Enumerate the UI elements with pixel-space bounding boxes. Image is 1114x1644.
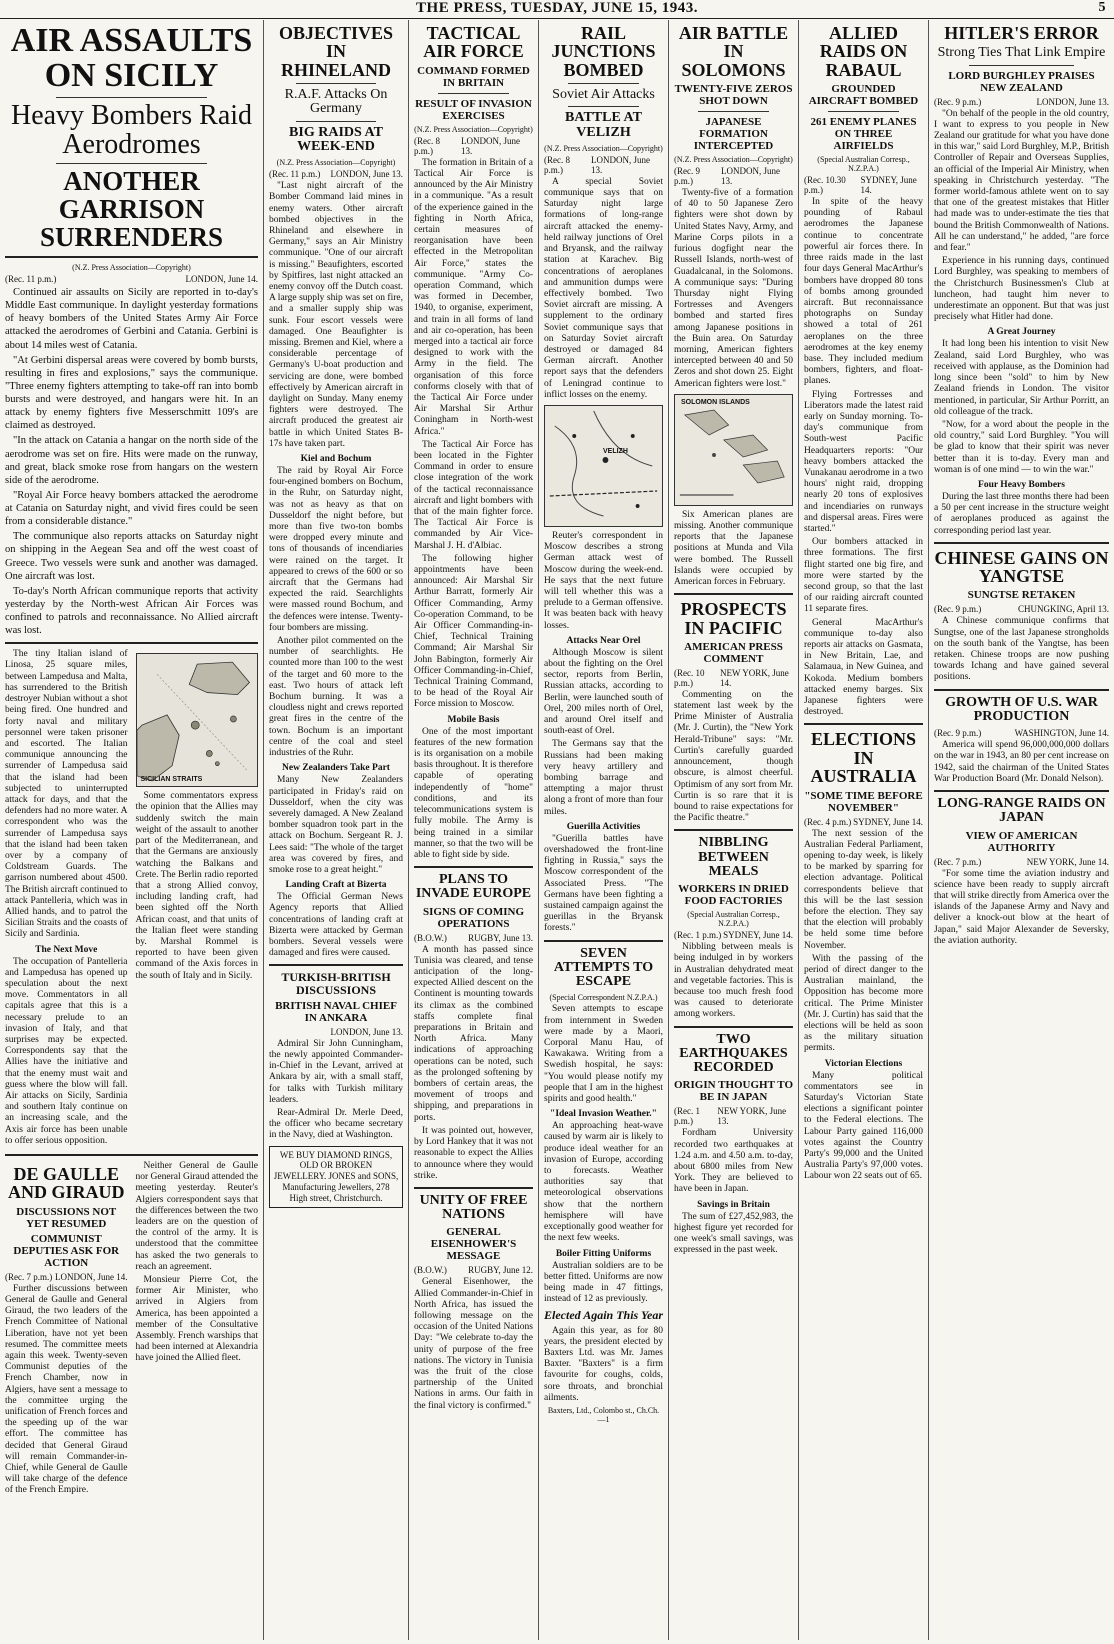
dateline-rec: (Rec. 11 p.m.) — [269, 169, 321, 180]
subhead: Attacks Near Orel — [566, 635, 641, 646]
column-rhineland — [264, 20, 409, 1640]
press-credit: (N.Z. Press Association—Copyright) — [72, 263, 191, 273]
dateline-place: LONDON, June 14. — [185, 274, 258, 285]
subhead: Guerilla Activities — [566, 821, 641, 832]
article-paragraph: Neither General de Gaulle nor General Giraud attended the meeting yesterday. Reuter's Algiers correspondent says that the differences between the two leaders are on the question of the control of the army. It is understood that the committee has asked the two generals to reach an agreement. — [135, 1161, 258, 1272]
masthead — [0, 0, 1114, 19]
deck-raf-attacks: R.A.F. Attacks On Germany — [284, 87, 388, 117]
divider — [969, 65, 1074, 66]
dateline — [804, 817, 923, 827]
deck-soviet-air: Soviet Air Attacks — [552, 87, 655, 103]
deck-american-authority: VIEW OF AMERICAN AUTHORITY — [965, 829, 1078, 854]
deck-eisenhower: GENERAL EISENHOWER'S MESSAGE — [430, 1226, 517, 1263]
article-paragraph: Many political commentators see in Saturday's Victorian State elections a significant pointer to the Federal elections. The Labour Party gained 116,000 votes against the Country Party's 99,000 and the United Australia Party's 97,000 votes. Labour won 22 seats out of 65. — [804, 1070, 923, 1182]
dateline-place: SYDNEY, June 14. — [723, 930, 793, 941]
headline-allied-raids-rabaul: ALLIED RAIDS ON RABAUL — [819, 23, 908, 80]
dateline-place: WASHINGTON, June 14. — [1014, 728, 1109, 739]
deck-formation: JAPANESE FORMATION INTERCEPTED — [693, 116, 774, 153]
article-paragraph: "On behalf of the people in the old country, I want to express to you people in New Zealand our gratitude for what you have done in this war," said Lord Burghley, M.P., British Controller of Repair and Overseas Supplies, an official of the Imperial Air Ministry, when speaking in Christchurch yesterday. "The former world-famous athlete went on to say that one of the greatest mistakes that Hitler had made was to under-estimate the ties that bound the British Commonwealth of Nations. All he can understand," he added, "are force and fear." — [934, 108, 1109, 254]
dateline — [414, 136, 533, 156]
divider — [674, 1026, 793, 1028]
article-paragraph: The Official German News Agency reports that Allied concentrations of landing craft at Bizerta were attacked by German bombers. Several vessels were damaged and fires were caused. — [269, 892, 403, 959]
divider — [934, 542, 1109, 544]
dateline-place: NEW YORK, June 14. — [719, 667, 789, 688]
press-credit: (N.Z. Press Association—Copyright) — [276, 158, 396, 168]
column-tactical-air-force — [409, 20, 539, 1640]
article-paragraph: Seven attempts to escape from internment in Sweden were made by a Maori, Corporal Manu Hau, of Kawakawa. Writing from a Swedish hospital, he says: "You would please notify my people that I am in the highest spirits and good health." — [544, 1004, 663, 1105]
dateline — [934, 857, 1109, 867]
article-paragraph: Many New Zealanders participated in Friday's raid on Dusseldorf, when the city was severely damaged. A New Zealand bomber squadron took part in the attack on Bochum. Sergeant R. J. Lees said: "The whole of the target area was covered by fires, and smoke rose to a great height." — [269, 775, 403, 875]
article-paragraph: One of the most important features of the new formation is its organisation on a mobile basis throughout. It is therefore capable of operating independently of "home" conditions, and its telecommunications system is fully mobile. The Army is being trained in a similar manner, so that the two will be able to fight side by side. — [414, 726, 533, 860]
article-paragraph: The raid by Royal Air Force four-engined bombers on Bochum, in the Ruhr, on Saturday night, was not as heavy as that on Dusseldorf the night before, but more than five two-ton bombs were dropped every minute and tons of thousands of incendiaries were rained on the target. It appeared to crews of the 600 or so aircraft that the Germans had expected the raid. Searchlights were massed round Bochum, and the defences were intense. Twenty-four bombers are missing. — [269, 466, 403, 633]
dateline — [414, 933, 533, 943]
divider — [414, 866, 533, 868]
deck-signs: SIGNS OF COMING OPERATIONS — [422, 905, 525, 930]
dateline — [544, 155, 663, 175]
divider — [804, 723, 923, 725]
dateline-place: NEW YORK, June 14. — [1026, 856, 1109, 867]
headline-rail-junctions: RAIL JUNCTIONS BOMBED — [551, 23, 656, 80]
deck-strong-ties: Strong Ties That Link Empire — [937, 45, 1106, 61]
article-paragraph: Although Moscow is silent about the fighting on the Orel sector, reports from Berlin, Russian attacks, according to Berlin, were launched south of Orel, 200 miles north of Orel, and around Orel itself and south-east of Orel. — [544, 647, 663, 737]
deck-naval-chief: BRITISH NAVAL CHIEF IN ANKARA — [275, 999, 397, 1024]
deck-invasion-exercises: RESULT OF INVASION EXERCISES — [415, 97, 532, 122]
dateline-place: RUGBY, June 12. — [468, 1265, 533, 1276]
article-paragraph: Another pilot commented on the number of searchlights. He counted more than 100 to the west of the target and 60 more to the east. Two hours of attack left Bochum burning. It was a cloudless night and crews reported great fires in the centre of the town. Bochum is an important centre of the coal and steel industries of the Ruhr. — [269, 636, 403, 759]
article-paragraph: General MacArthur's communique to-day also reports air attacks on Gasmata, in New Britain, Lae, and Salamaua, in New Guinea, and Kokoda. Medium bombers attacked enemy barges. Six Japanese fighters were destroyed. — [804, 617, 923, 718]
column-solomons — [669, 20, 799, 1640]
divider — [5, 1154, 258, 1156]
headline-air-assaults: AIR ASSAULTS ON SICILY — [10, 22, 253, 94]
subhead: Landing Craft at Bizerta — [285, 880, 387, 891]
article-paragraph: "Guerilla battles have overshadowed the front-line fighting in Russia," says the Moscow correspondent of the Associated Press. "The Germans have been fighting a sustained campaign against the guerillas in the Bryansk forests." — [544, 833, 663, 934]
subhead: Kiel and Bochum — [300, 454, 372, 465]
map-label: VELIZH — [603, 447, 628, 455]
headline-prospects-pacific: PROSPECTS IN PACIFIC — [680, 599, 787, 638]
deck-communist-deputies: COMMUNIST DEPUTIES ASK FOR ACTION — [13, 1232, 120, 1269]
headline-heavy-bombers: Heavy Bombers Raid Aerodromes — [10, 100, 253, 160]
dateline-rec: (Rec. 7 p.m.) — [934, 856, 982, 867]
subhead: A Great Journey — [987, 327, 1056, 338]
article-paragraph: "Now, for a word about the people in the old country," said Lord Burghley. "You will be glad to know that their spirit was never better than it is to-day. Every man and woman is of one mind — to win the war." — [934, 419, 1109, 475]
article-paragraph: The Germans say that the Russians had been making very heavy artillery and bombing barrage and attempting a major thrust along a front of more than four miles. — [544, 739, 663, 817]
dateline — [674, 166, 793, 186]
divider — [56, 97, 208, 98]
article-paragraph: Rear-Admiral Dr. Merle Deed, the officer who became secretary in the Navy, died at Washington. — [269, 1108, 403, 1141]
dateline-place: LONDON, June 13. — [330, 1026, 403, 1037]
map-drawing — [545, 406, 662, 526]
divider — [568, 106, 639, 107]
dateline-place: LONDON, June 14. — [55, 1271, 128, 1282]
jeweller-advert: WE BUY DIAMOND RINGS, OLD OR BROKEN JEWELLERY. JONES and SONS, Manufacturing Jewellers, 278 High street, Christchurch. — [269, 1146, 403, 1208]
article-paragraph: "At Gerbini dispersal areas were covered by bomb bursts, resulting in fires and explosions," says the communique. "Three enemy fighters attempting to take-off ran into bomb bursts and were destroyed, and hangars were hit. In an attack by enemy fighters five Messerschmitt 109's are claimed as destroyed. — [5, 354, 258, 432]
dateline — [5, 1272, 128, 1282]
article-paragraph: The occupation of Pantelleria and Lampedusa has opened up speculation about the next move. Commentators in all capitals agree that this is a necessary prelude to an invasion of Italy, and that surprises may be expected. Correspondents say that the Allies have the initiative and that the enemy must wait and guess where the blow will fall. Air attacks on Sicily, Sardinia and southern Italy continue on an increasing scale, and the Axis air force has been unable to offer serious opposition. — [5, 956, 128, 1146]
dateline-place: RUGBY, June 13. — [468, 932, 533, 943]
dateline-rec: (B.O.W.) — [414, 1265, 447, 1276]
dateline-rec: (Rec. 11 p.m.) — [5, 274, 57, 285]
deck-command-formed: COMMAND FORMED IN BRITAIN — [417, 64, 530, 89]
divider — [674, 593, 793, 595]
column-sicily — [0, 20, 264, 1640]
press-credit: (Special Australian Corresp., N.Z.P.A.) — [817, 155, 910, 174]
press-credit: (N.Z. Press Association—Copyright) — [674, 155, 793, 165]
headline-nibbling: NIBBLING BETWEEN MEALS — [698, 835, 769, 879]
dateline-rec: (Rec. 10.30 p.m.) — [804, 175, 846, 196]
dateline-rec: (Rec. 9 p.m.) — [674, 166, 700, 187]
headline-garrison-surrenders: ANOTHER GARRISON SURRENDERS — [39, 166, 224, 252]
article-paragraph: Monsieur Pierre Cot, the former Air Minister, who arrived in Algiers from America, has been appointed a member of the Consultative Assembly. French warships that had been interned at Alexandria have joined the Allied fleet. — [135, 1275, 258, 1364]
divider — [269, 964, 403, 966]
article-paragraph: It was pointed out, however, by Lord Hankey that it was not reasonable to expect the Allies to announce where they would strike. — [414, 1125, 533, 1181]
dateline-rec: (Rec. 1 p.m.) — [674, 1106, 700, 1127]
dateline-rec: (Rec. 9 p.m.) — [934, 96, 982, 107]
dateline — [934, 728, 1109, 738]
deck-velizh: BATTLE AT VELIZH — [565, 110, 642, 140]
divider — [56, 163, 208, 164]
headline-de-gaulle: DE GAULLE AND GIRAUD — [8, 1164, 125, 1203]
velizh-map — [544, 405, 663, 527]
deck-discussions: DISCUSSIONS NOT YET RESUMED — [16, 1205, 117, 1230]
dateline-place: SYDNEY, June 14. — [860, 175, 917, 196]
article-paragraph: Further discussions between General de Gaulle and General Giraud, the two leaders of the French Committee of National Liberation, have not yet been resumed. The committee meets again this week. Twenty-seven Communist deputies of the French Chamber, now in Algiers, have sent a message to the committee urging the unification of French forces and the speeding up of the war effort. The committee has decided that General Giraud will remain Commander-in-Chief, while General de Gaulle will take charge of the defence of the French Empire. — [5, 1283, 128, 1496]
dateline-rec: (Rec. 8 p.m.) — [544, 154, 570, 175]
article-paragraph: The following higher appointments have been announced: Air Marshal Sir Arthur Barratt, formerly Air Officer Commanding, Army Co-operation Command, to be Air Officer Commanding-in-Chief, Technical Training Command; Air Marshal Sir John Babington, formerly Air Officer Commanding-in-Chief, Technical Training Command, to be head of the Royal Air Force mission to Moscow. — [414, 553, 533, 710]
article-paragraph: Australian soldiers are to be better fitted. Uniforms are now being made in 47 fittings, instead of 12 as previously. — [544, 1260, 663, 1305]
article-paragraph: Nibbling between meals is being indulged in by workers in Australian dehydrated meat and vegetable factories. This is because too much fresh food was caused to deteriorate among workers. — [674, 942, 793, 1020]
dateline-place: NEW YORK, June 13. — [717, 1106, 787, 1127]
dateline-place: LONDON, June 13. — [460, 135, 520, 156]
subhead: Savings in Britain — [697, 1199, 770, 1210]
masthead-title: THE PRESS, TUESDAY, JUNE 15, 1943. — [416, 0, 698, 16]
headline-chinese-gains: CHINESE GAINS ON YANGTSE — [934, 547, 1109, 587]
headline-plans-invade-europe: PLANS TO INVADE EUROPE — [415, 872, 532, 902]
page-number: 5 — [1098, 0, 1106, 15]
divider — [438, 93, 509, 94]
dateline — [674, 1106, 793, 1126]
article-paragraph: To-day's North African communique reports that activity yesterday by the North-west African Air Forces was confined to patrols and reconnaissance. No Allied aircraft was lost. — [5, 585, 258, 637]
article-paragraph: Commenting on the statement last week by the Prime Minister of Australia (Mr. J. Curtin), the "New York Herald-Tribune" says: "Mr. Curtin's carefully guarded announcement, though obscure, is almost cheerful. Optimism of any sort from Mr. Curtin is so rare that it is bound to raise expectations for the Pacific theatre." — [674, 689, 793, 824]
article-paragraph: With the passing of the period of direct danger to the Australian mainland, the Opposition has become more critical. The Prime Minister (Mr. J. Curtin) has said that the elections will be held as soon as the military situation permits. — [804, 953, 923, 1054]
subhead-next-move: The Next Move — [35, 944, 98, 955]
column-rabaul — [799, 20, 929, 1640]
map-caption: SICILIAN STRAITS — [140, 776, 203, 784]
subhead: Four Heavy Bombers — [978, 479, 1065, 490]
headline-air-battle-solomons: AIR BATTLE IN SOLOMONS — [678, 23, 789, 80]
article-paragraph: The tiny Italian island of Linosa, 25 square miles, between Lampedusa and Malta, has surrendered to the British destroyer Nubian without a shot being fired. One hundred and forty naval and military personnel were taken prisoner and escorted. The Italian communique announcing the surrender of Lampedusa said that the island had been subjected to uninterrupted attack for days, and that the defenders had no more water. A correspondent who was the surrender of Lampedusa says that the island had been taken over by a company of Coldstream Guards. The garrison numbered about 4500. The British aircraft continued to attack Pantelleria, which was in Allied hands, and to patrol the Sicilian Straits and the coasts of Sicily and Sardinia. — [5, 649, 128, 940]
divider — [544, 940, 663, 942]
press-credit: (N.Z. Press Association—Copyright) — [544, 143, 663, 153]
dateline-place: SYDNEY, June 14. — [853, 816, 923, 827]
article-paragraph: Our bombers attacked in three formations. The first flight started one big fire, and more were started by the second group, so that the last of our raiding aircraft counted 11 separate fires. — [804, 537, 923, 615]
dateline-rec: (Rec. 9 p.m.) — [934, 604, 982, 615]
article-paragraph: Six American planes are missing. Another communique reports that the Japanese positions at Munda and Vila were bombed. The Russell Islands were occupied by American forces in February. — [674, 509, 793, 587]
dateline-place: CHUNGKING, April 13. — [1018, 604, 1109, 615]
article-paragraph: "Last night aircraft of the Bomber Command laid mines in enemy waters. Other aircraft bombed objectives in the Rhineland and elsewhere in Germany," says an Air Ministry communique. "One of our aircraft is missing." Beaufighters, escorted by Spitfires, last night attacked an enemy convoy off the Dutch coast. A large supply ship was set on fire, and a smaller supply ship was sunk. Four escort vessels were damaged. One Beaufighter is missing. Bremen and Kiel, where a considerable percentage of Germany's U-boat production and servicing are done, were bombed effectively by American aircraft in daylight on Sunday. Many enemy fighters were destroyed. The aircraft produced the greatest air battle in which United States B-17s have taken part. — [269, 181, 403, 449]
solomons-map — [674, 394, 793, 506]
article-paragraph: The next session of the Australian Federal Parliament, opening to-day week, is likely to be marked by sparring for election advantage. Political correspondents believe that this will be the last session before the election. They say that the election will probably be held some time before November. — [804, 828, 923, 951]
article-paragraph: General Eisenhower, the Allied Commander-in-Chief in North Africa, has issued the following message on the occasion of the United Nations Day: "We celebrate to-day the unity of purpose of the free nations. The victory in Tunisia was the fruit of the close partnership of the United Nations in arms. Our faith in the final victory is confirmed." — [414, 1277, 533, 1411]
dateline — [674, 930, 793, 940]
sicilian-straits-map — [136, 653, 259, 787]
article-paragraph: A month has passed since Tunisia was cleared, and tense anticipation of the long-expected Allied descent on the Continent is mounting towards its climax as the combined staffs complete final preparations in Britain and North Africa. Many indications of approaching operations can be noted, such as the prolonged softening by bombers of certain areas, the movement of troops and shipping, and preparations in ports. — [414, 944, 533, 1123]
deck-american-press: AMERICAN PRESS COMMENT — [684, 640, 783, 665]
divider — [674, 829, 793, 831]
headline-us-war-production: GROWTH OF U.S. WAR PRODUCTION — [945, 694, 1098, 724]
article-paragraph: Experience in his running days, continued Lord Burghley, was speaking to members of the Christchurch Businessmen's Club at luncheon, had taught him never to underestimate an opponent. But that was just precisely what Hitler had done. — [934, 256, 1109, 323]
degaulle-left — [5, 1161, 128, 1499]
dateline-place: LONDON, June 13. — [720, 166, 780, 187]
divider — [568, 83, 639, 84]
map-drawing — [675, 395, 792, 505]
dateline-rec: (Rec. 4 p.m.) — [804, 816, 852, 827]
column-rail-junctions — [539, 20, 669, 1640]
dateline — [5, 274, 258, 284]
article-paragraph: The formation in Britain of a Tactical Air Force is announced by the Air Ministry in a communique. "As a result of the experience gained in the fighting in North Africa, certain measures of reorganisation have been effected in the Metropolitan Air Force," states the communique. "Army Co-operation Command, which was formed in December, 1940, to organise, experiment, and train in all forms of land and air co-operation, has been merged into a tactical air force designed to work with the Army in the field. The organisation of this force conforms closely with that of the Tactical Air Force under Air Marshal Sir Arthur Coningham in North-west Africa." — [414, 157, 533, 437]
dateline-rec: (Rec. 1 p.m.) — [674, 930, 722, 941]
article-paragraph: In spite of the heavy pounding of Rabaul aerodromes the Japanese continue to concentrate powerful air forces there. In three raids made in the last four days General MacArthur's bombers have dropped 80 tons of bombs among grounded aircraft. But reconnaissance photographs on Sunday showed a total of 261 aeroplanes on the three aerodromes at the key enemy base. They included medium bombers, fighters, and float-planes. — [804, 197, 923, 387]
divider — [934, 689, 1109, 691]
subhead: Boiler Fitting Uniforms — [555, 1248, 652, 1259]
deck-261-planes: 261 ENEMY PLANES ON THREE AIRFIELDS — [810, 116, 917, 153]
divider — [934, 790, 1109, 792]
article-paragraph: Twenty-five of a formation of 40 to 50 Japanese Zero fighters were shot down by United States Navy, Army, and Marine Corps pilots in a furious dogfight near the Russell Islands, north-west of Guadalcanal, in the Solomons. A communique says: "During Thursday night Flying Fortresses and Avengers bombed and started fires among Japanese positions in the Buin area. On Saturday morning, American fighters intercepted between 40 and 50 Zeros and shot down 25. Eight American fighters were lost." — [674, 188, 793, 389]
deck-origin-japan: ORIGIN THOUGHT TO BE IN JAPAN — [674, 1079, 794, 1104]
article-paragraph: The communique also reports attacks on Saturday night on shipping in the Aegean Sea and off the west coast of Greece. Two vessels were sunk and another was damaged. One aircraft was lost. — [5, 531, 258, 582]
dateline — [804, 175, 923, 195]
deck-sungtse: SUNGTSE RETAKEN — [967, 589, 1076, 602]
article-paragraph: An approaching heat-wave caused by warm air is likely to produce ideal weather for an invasion of Europe, according to forecasts. Weather authorities say that meteorological observations show that the northern hemisphere will have exceptionally good weather for the next few weeks. — [544, 1121, 663, 1244]
divider — [828, 111, 899, 112]
article-paragraph: "Royal Air Force heavy bombers attacked the aerodrome at Catania on Saturday night, and vivid fires could be seen from a considerable distance." — [5, 489, 258, 528]
dateline-rec: (B.O.W.) — [414, 932, 447, 943]
map-label: SOLOMON ISLANDS — [681, 398, 750, 406]
subhead: Mobile Basis — [447, 714, 500, 725]
headline-objectives-rhineland: OBJECTIVES IN RHINELAND — [278, 23, 394, 80]
sicily-body-right — [136, 649, 259, 1149]
map-drawing — [137, 654, 258, 786]
dateline-place: LONDON, June 13. — [590, 154, 650, 175]
article-paragraph: Continued air assaults on Sicily are reported in to-day's Middle East communique. In daylight yesterday formations of heavy bombers of the United States Army Air Force attacked the aerodromes of Gerbini and Catania. Gerbini is about 14 miles west of Catania. — [5, 287, 258, 351]
sicily-body-left — [5, 649, 128, 1149]
press-credit: (Special Australian Corresp., N.Z.P.A.) — [687, 910, 780, 929]
article-paragraph: Reuter's correspondent in Moscow describes a strong German attack west of Moscow during the week-end. He says that the next future will tell whether this was a prelude to a German offensive. It was beaten back with heavy losses. — [544, 530, 663, 631]
column-hitlers-error — [929, 20, 1114, 1640]
headline-earthquakes: TWO EARTHQUAKES RECORDED — [679, 1031, 788, 1076]
press-credit: (N.Z. Press Association—Copyright) — [414, 124, 533, 134]
article-paragraph: During the last three months there had been a 50 per cent increase in the structure weight of aeroplanes produced as against the corresponding period last year. — [934, 491, 1109, 536]
headline-long-range-raids: LONG-RANGE RAIDS ON JAPAN — [937, 796, 1106, 826]
divider — [5, 256, 258, 258]
article-paragraph: Admiral Sir John Cunningham, the newly appointed Commander-in-Chief in the Levant, arrived at Ankara by air, with a small staff, for talks with Turkish military leaders. — [269, 1038, 403, 1105]
subhead: New Zealanders Take Part — [282, 763, 390, 774]
divider — [698, 111, 769, 112]
dateline-place: LONDON, June 13. — [330, 169, 403, 180]
article-paragraph: Some commentators express the opinion that the Allies may suddenly switch the main weight of the assault to another part of the Mediterranean, and that the Germans are anxiously watching the Balkans and Crete. The Berlin radio reported that a strong Allied convoy, including landing craft, had been sighted off the North African coast, and that units of the Italian fleet were standing by. Marshal Rommel is reported to have been given command of the Axis forces in the south of Italy and in Sicily. — [135, 791, 258, 981]
deck-lord-burghley: LORD BURGHLEY PRAISES NEW ZEALAND — [948, 69, 1095, 94]
degaulle-right — [136, 1161, 259, 1499]
divider — [296, 83, 376, 84]
dateline-rec: (Rec. 8 p.m.) — [414, 135, 440, 156]
deck-big-raids: BIG RAIDS AT WEEK-END — [289, 124, 383, 154]
deck-grounded-aircraft: GROUNDED AIRCRAFT BOMBED — [808, 83, 919, 108]
degaulle-section — [5, 1161, 258, 1499]
headline-tactical-air-force: TACTICAL AIR FORCE — [423, 23, 524, 62]
dateline — [269, 1027, 403, 1037]
dateline — [934, 604, 1109, 614]
divider — [296, 121, 376, 122]
article-paragraph: Fordham University recorded two earthquakes at 1.24 a.m. and 4.50 a.m. to-day, about 6800 miles from New York. They are believed to have been in Japan. — [674, 1128, 793, 1195]
headline-elected-again: Elected Again This Year — [544, 1308, 664, 1323]
dateline — [269, 169, 403, 179]
headline-turkish-british: TURKISH-BRITISH DISCUSSIONS — [281, 970, 391, 997]
article-paragraph: "For some time the aviation industry and science have been ready to supply aircraft that will strike directly from America over the islands of the Japanese Army and Navy and deliver a knock-out blow at the heart of Japan," said Major Alexander de Seversky, the aviation authority. — [934, 868, 1109, 946]
article-paragraph: "In the attack on Catania a hangar on the north side of the aerodrome was set on fire. Hits were made on the runway, and great, black smoke rose from hangars on the western side of the aerodrome. — [5, 435, 258, 486]
article-paragraph: America will spend 96,000,000,000 dollars on the war in 1943, an 80 per cent increase on 1942, said the chairman of the United States War Production Board (Mr. Donald Nelson). — [934, 740, 1109, 784]
dateline — [674, 668, 793, 688]
article-paragraph: The Tactical Air Force has been located in the Fighter Command in order to ensure close integration of the work of the tactical reconnaissance aircraft and light bombers with that of the main fighter force. The Tactical Air Force is commanded by Air Vice-Marshal J. H. d'Albiac. — [414, 439, 533, 551]
article-paragraph: Flying Fortresses and Liberators made the latest raid early on Sunday morning. To-day's communique from South-west Pacific Headquarters reports: "Our heavy bombers attacked the Vunakanau aerodrome in a two hours' night raid, dropping nearly 20 tons of explosives and incendiaries on runways and dispersal areas. Fires were started." — [804, 389, 923, 534]
dateline-rec: (Rec. 10 p.m.) — [674, 667, 705, 688]
article-paragraph: The sum of £27,452,983, the highest figure yet recorded for one week's small savings, was expressed in the past week. — [674, 1211, 793, 1256]
subhead: "Ideal Invasion Weather." — [550, 1109, 657, 1120]
dateline — [414, 1265, 533, 1275]
sicily-body-columns — [5, 649, 258, 1149]
headline-hitlers-error: HITLER'S ERROR — [944, 23, 1099, 43]
headline-seven-attempts: SEVEN ATTEMPTS TO ESCAPE — [553, 945, 654, 990]
deck-dried-food: WORKERS IN DRIED FOOD FACTORIES — [678, 883, 789, 908]
article-paragraph: Again this year, as for 80 years, the president elected by Baxters Ltd. was Mr. James Baxter. "Baxters" is a firm favourite for coughs, colds, sore throats, and bronchial ailments. — [544, 1325, 663, 1403]
dateline-rec: (Rec. 9 p.m.) — [934, 728, 982, 739]
headline-unity-free-nations: UNITY OF FREE NATIONS — [419, 1192, 528, 1223]
dateline — [934, 97, 1109, 107]
subhead: Victorian Elections — [824, 1058, 903, 1069]
dateline-rec: (Rec. 7 p.m.) — [5, 1271, 53, 1282]
headline-elections-australia: ELECTIONS IN AUSTRALIA — [810, 729, 917, 787]
divider — [414, 1187, 533, 1189]
article-paragraph: It had long been his intention to visit New Zealand, said Lord Burghley, who was received with applause, as the Dominion had long since been "sold" to him by New Zealand friends in London. The visitor mentioned, in particular, Sir Arthur Porritt, an old colleague of the track. — [934, 339, 1109, 417]
article-paragraph: A Chinese communique confirms that Sungtse, one of the last Japanese strongholds on the south bank of the Yangtse, has been retaken. Chinese troops are now pushing towards Ichang and have gained several positions. — [934, 616, 1109, 683]
divider — [5, 642, 258, 644]
dateline-place: LONDON, June 13. — [1036, 96, 1109, 107]
deck-before-november: "SOME TIME BEFORE NOVEMBER" — [804, 789, 923, 814]
article-paragraph: A special Soviet communique says that on Saturday night large formations of long-range aircraft attacked the enemy-held railway junctions of Orel and Bryansk, and the railway station at Karachev. Big concentrations of aeroplanes and ammunition dumps were effectively bombed. Two Soviet aircraft are missing. A supplement to the ordinary Soviet communique says that on Saturday Soviet aircraft destroyed or damaged 84 German aircraft. Another report says that the defenders of Leningrad continue to inflict losses on the enemy. — [544, 176, 663, 400]
deck-zeros: TWENTY-FIVE ZEROS SHOT DOWN — [674, 83, 793, 108]
press-credit: (Special Correspondent N.Z.P.A.) — [549, 993, 658, 1003]
baxters-advert: Baxters, Ltd., Colombo st., Ch.Ch.—1 — [547, 1405, 660, 1424]
